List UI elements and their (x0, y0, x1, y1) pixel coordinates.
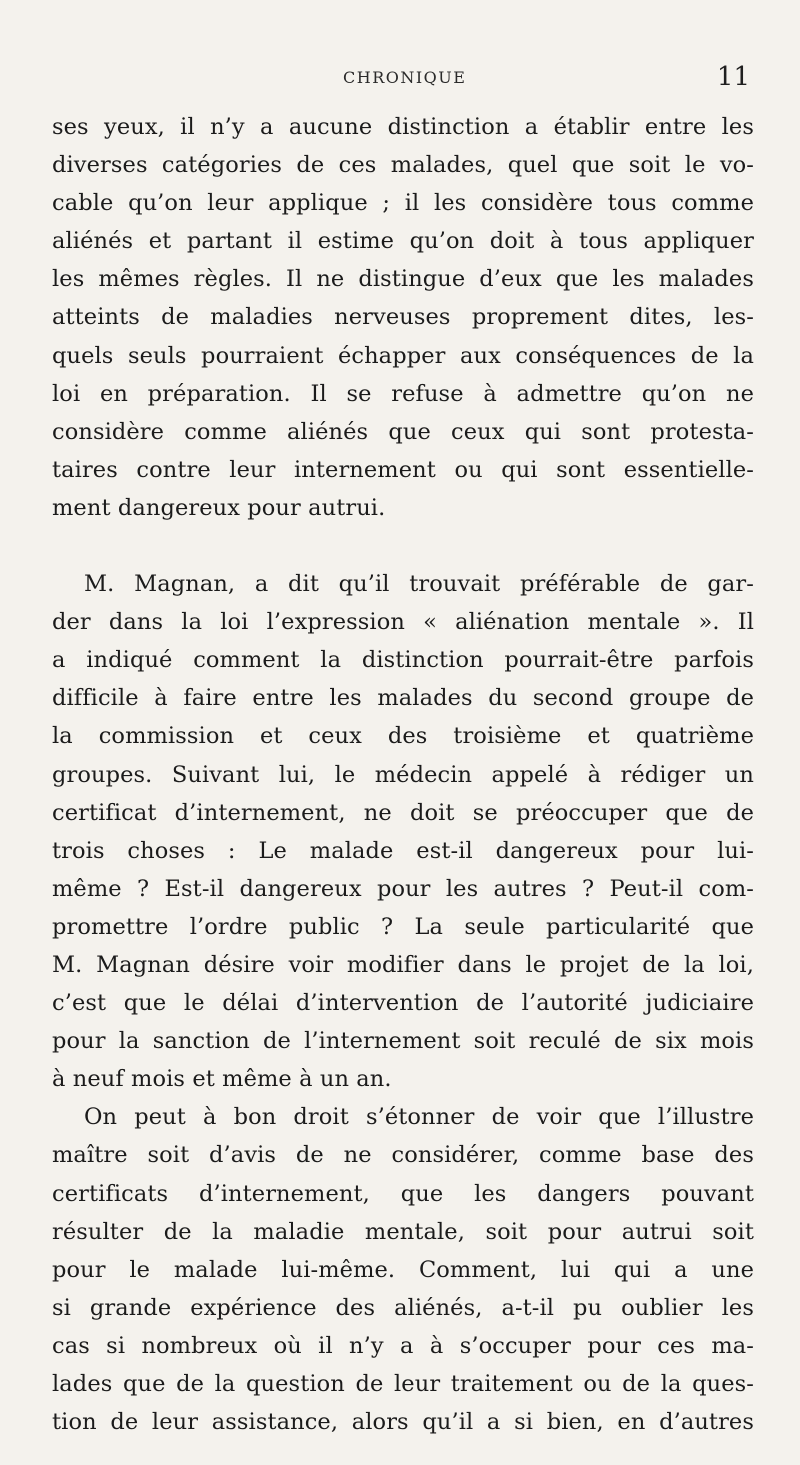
paragraph (52, 108, 754, 527)
text-line: trois choses : Le malade est-il dangereux pour lui- (52, 837, 754, 864)
text-line: der dans la loi l’expression « aliénation mentale ». Il (52, 609, 754, 636)
text-line: c’est que le délai d’intervention de l’autorité judiciaire (52, 990, 754, 1017)
text-line: maître soit d’avis de ne considérer, comme base des (52, 1142, 754, 1169)
text-line: M. Magnan désire voir modifier dans le projet de la loi, (52, 951, 754, 978)
text-line: ses yeux, il n’y a aucune distinction a établir entre les (52, 114, 754, 140)
text-line: résulter de la maladie mentale, soit pour autrui soit (52, 1218, 754, 1245)
text-line: aliénés et partant il estime qu’on doit à tous appliquer (52, 228, 754, 255)
page-number: 11 (716, 62, 750, 92)
text-line: diverses catégories de ces malades, quel que soit le vo- (52, 152, 754, 179)
text-line: difficile à faire entre les malades du second groupe de (52, 685, 754, 712)
text-line: atteints de maladies nerveuses proprement dites, les- (52, 304, 754, 331)
text-line: a indiqué comment la distinction pourrait-être parfois (52, 647, 754, 674)
text-line: On peut à bon droit s’étonner de voir que l’illustre (84, 1104, 754, 1131)
text-line: si grande expérience des aliénés, a-t-il pu oublier les (52, 1294, 754, 1321)
text-line: groupes. Suivant lui, le médecin appelé à rédiger un (52, 761, 754, 788)
text-line: même ? Est-il dangereux pour les autres ? Peut-il com- (52, 875, 754, 902)
text-line: quels seuls pourraient échapper aux conséquences de la (52, 342, 754, 369)
text-line: les mêmes règles. Il ne distingue d’eux que les malades (52, 266, 754, 293)
text-line: ment dangereux pour autrui. (52, 494, 386, 521)
text-line: la commission et ceux des troisième et quatrième (52, 723, 754, 750)
text-line: à neuf mois et même à un an. (52, 1066, 392, 1093)
paragraph (52, 1098, 754, 1441)
text-line: cable qu’on leur applique ; il les considère tous comme (52, 190, 754, 217)
text-line: taires contre leur internement ou qui sont essentielle- (52, 456, 754, 483)
paragraph (52, 565, 754, 1098)
text-line: promettre l’ordre public ? La seule particularité que (52, 913, 754, 940)
text-line: lades que de la question de leur traitement ou de la ques- (52, 1371, 754, 1397)
text-line: M. Magnan, a dit qu’il trouvait préférable de gar- (84, 571, 754, 598)
text-line: pour la sanction de l’internement soit reculé de six mois (52, 1028, 754, 1055)
paragraph-gap (52, 527, 754, 565)
running-title: CHRONIQUE (343, 68, 467, 87)
text-line: considère comme aliénés que ceux qui sont protesta- (52, 418, 754, 445)
running-header (0, 62, 800, 92)
text-line: pour le malade lui-même. Comment, lui qui a une (52, 1256, 754, 1283)
text-line: cas si nombreux où il n’y a à s’occuper pour ces ma- (52, 1332, 754, 1359)
body-text (52, 108, 754, 1441)
text-line: certificats d’internement, que les dangers pouvant (52, 1180, 754, 1207)
text-line: tion de leur assistance, alors qu’il a si bien, en d’autres (52, 1409, 754, 1436)
text-line: loi en préparation. Il se refuse à admettre qu’on ne (52, 380, 754, 407)
text-line: certificat d’internement, ne doit se préoccuper que de (52, 799, 754, 826)
